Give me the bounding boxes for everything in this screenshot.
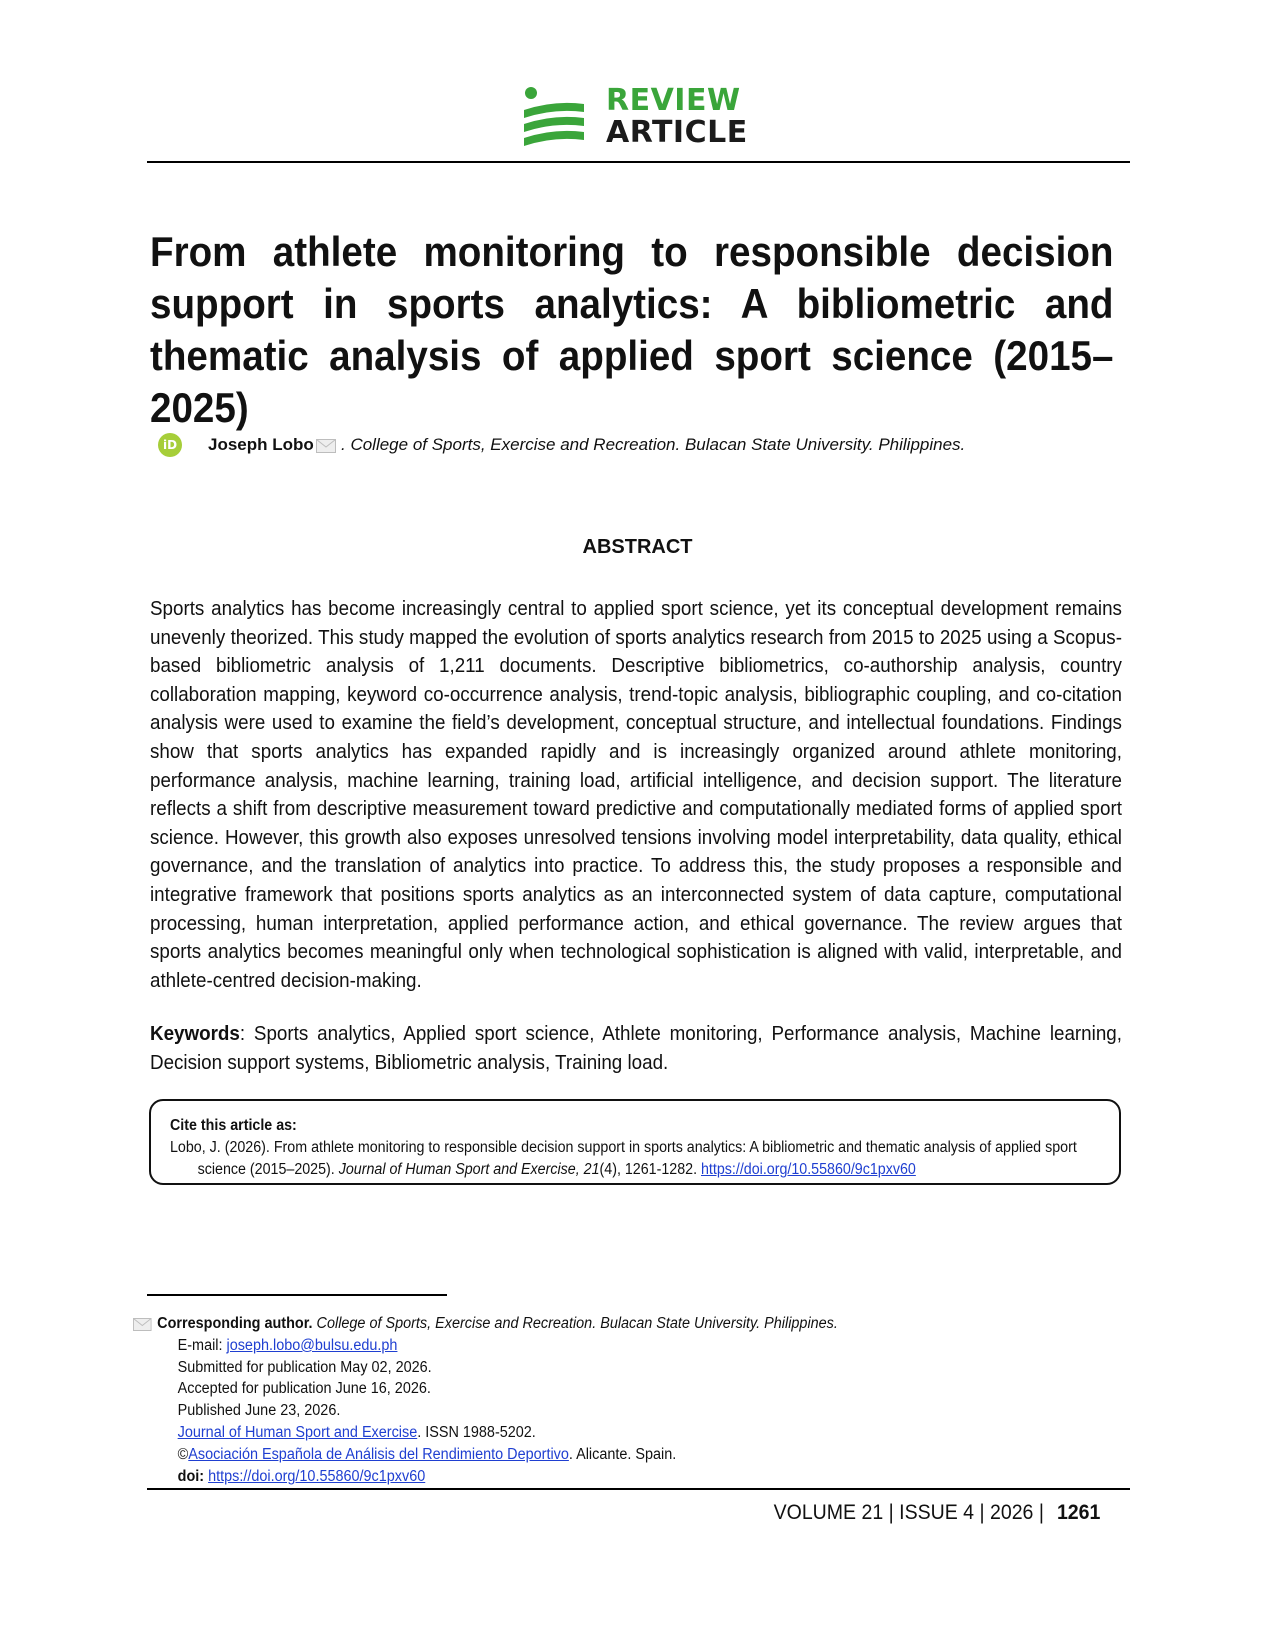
association-link[interactable]: Asociación Española de Análisis del Rendimiento Deportivo	[188, 1445, 569, 1463]
header-rule	[147, 161, 1130, 163]
volume-info: VOLUME 21 | ISSUE 4 | 2026 |	[773, 1501, 1044, 1524]
envelope-icon[interactable]	[316, 439, 336, 453]
logo-text-article: ARTICLE	[606, 115, 748, 150]
keywords-list: Sports analytics, Applied sport science, Athlete monitoring, Performance analysis, Machine learning, Decision support systems, Bibliometric analysis, Training load.	[150, 1023, 1122, 1074]
envelope-icon	[133, 1318, 152, 1331]
logo-text-review: REVIEW	[606, 83, 741, 118]
abstract-text: Sports analytics has become increasingly central to applied sport science, yet its conceptual development remains unevenly theorized. This study mapped the evolution of sports analytics research from 2015 to 2025 using a Scopus-based bibliometric analysis of 1,211 documents. Descriptive bibliometrics, co-authorship analysis, country collaboration mapping, keyword co-occurrence analysis, trend-topic analysis, bibliographic coupling, and co-citation analysis were used to examine the field’s development, conceptual structure, and intellectual foundations. Findings show that sports analytics has expanded rapidly and is increasingly organized around athlete monitoring, performance analysis, machine learning, training load, artificial intelligence, and decision support. The literature reflects a shift from descriptive measurement toward predictive and computationally mediated forms of applied sport science. However, this growth also exposes unresolved tensions involving model interpretability, data quality, ethical governance, and the translation of analytics into practice. To address this, the study proposes a responsible and integrative framework that positions sports analytics as an interconnected system of data capture, computational processing, human interpretation, applied performance action, and ethical governance. The review argues that sports analytics becomes meaningful only when technological sophistication is aligned with valid, interpretable, and athlete-centred decision-making.	[150, 598, 1122, 992]
copyright-symbol: ©	[177, 1445, 189, 1463]
doi-row	[133, 1466, 1063, 1488]
keywords-separator: :	[239, 1023, 254, 1045]
author-line	[158, 431, 1138, 461]
page-number: 1261	[1056, 1501, 1100, 1524]
footnote	[133, 1313, 1063, 1487]
citation-text: Lobo, J. (2026). From athlete monitoring to responsible decision support in sports analytics: A bibliometric and thematic analysis of applied sport science (2015–2025).	[170, 1139, 1077, 1178]
accepted-date: Accepted for publication June 16, 2026.	[177, 1380, 431, 1398]
citation-reference	[170, 1137, 1090, 1181]
corresponding-author-label: Corresponding author.	[157, 1315, 313, 1332]
author-affiliation: . College of Sports, Exercise and Recreation. Bulacan State University. Philippines.	[341, 435, 966, 454]
author-name: Joseph Lobo	[208, 435, 314, 454]
doi-label: doi:	[177, 1467, 209, 1485]
citation-box	[149, 1099, 1121, 1185]
journal-link[interactable]: Journal of Human Sport and Exercise	[177, 1423, 418, 1441]
keywords	[150, 1020, 1122, 1077]
issn: . ISSN 1988-5202.	[417, 1423, 536, 1441]
stripes-logo-icon	[522, 86, 586, 148]
review-article-logo	[522, 83, 762, 150]
article-title: From athlete monitoring to responsible decision support in sports analytics: A bibliometric and thematic analysis of applied sport science (2015–2025)	[150, 228, 1114, 431]
email-row	[133, 1335, 1063, 1357]
citation-issue-pages: (4), 1261-1282.	[599, 1161, 701, 1178]
corresponding-author-affiliation: College of Sports, Exercise and Recreation. Bulacan State University. Philippines.	[316, 1315, 838, 1332]
published-date: Published June 23, 2026.	[177, 1402, 341, 1420]
keywords-label: Keywords	[150, 1023, 240, 1045]
journal-row	[133, 1422, 1063, 1444]
footer-rule	[147, 1488, 1130, 1490]
page-footer	[773, 1498, 1100, 1528]
citation-heading: Cite this article as:	[170, 1117, 297, 1134]
citation-doi-link[interactable]: https://doi.org/10.55860/9c1pxv60	[700, 1161, 916, 1178]
orcid-icon[interactable]: iD	[158, 433, 182, 457]
footnote-rule	[147, 1294, 447, 1296]
email-label: E-mail:	[177, 1336, 227, 1354]
email-link[interactable]: joseph.lobo@bulsu.edu.ph	[226, 1336, 398, 1354]
citation-volume: 21	[583, 1161, 600, 1178]
submitted-date: Submitted for publication May 02, 2026.	[177, 1358, 432, 1376]
footnote-doi-link[interactable]: https://doi.org/10.55860/9c1pxv60	[208, 1467, 426, 1485]
copyright-row	[133, 1444, 1063, 1466]
location: . Alicante. Spain.	[568, 1445, 677, 1463]
citation-journal: Journal of Human Sport and Exercise,	[338, 1161, 580, 1178]
abstract-heading: ABSTRACT	[582, 536, 693, 558]
